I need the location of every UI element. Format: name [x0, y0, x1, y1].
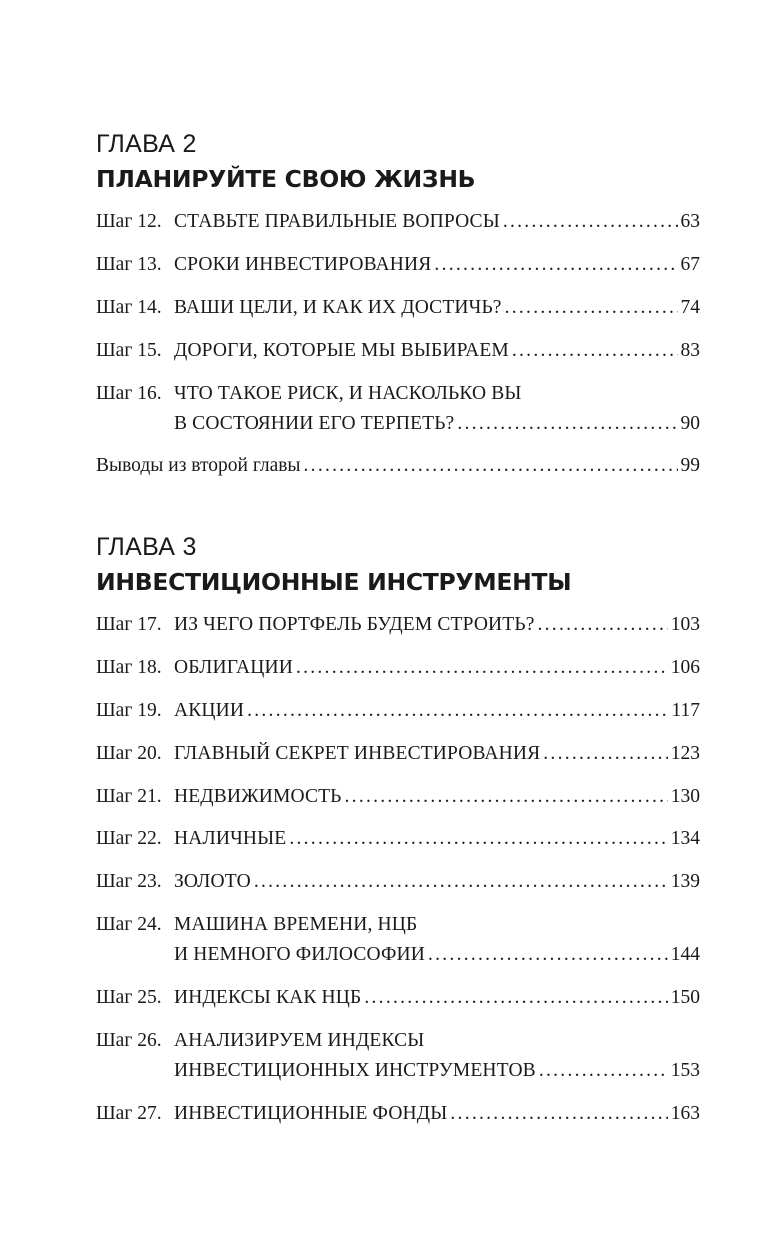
entry-title: НЕДВИЖИМОСТЬ [174, 785, 342, 807]
entry-title-line [174, 336, 700, 366]
entry-title-line [174, 739, 700, 769]
dot-leader [296, 653, 668, 683]
chapter-title: ПЛАНИРУЙТЕ СВОЮ ЖИЗНЬ [96, 165, 476, 193]
step-number: Шаг 16. [96, 382, 162, 404]
entry-title-block [174, 824, 700, 854]
dot-leader [503, 207, 678, 237]
dot-leader [457, 409, 677, 439]
entry-title-line [174, 983, 700, 1013]
entry-title-block [174, 610, 700, 640]
summary-title: Выводы из второй главы [96, 455, 301, 477]
entry-title: В СОСТОЯНИИ ЕГО ТЕРПЕТЬ? [174, 412, 455, 434]
entry-title: МАШИНА ВРЕМЕНИ, НЦБ [174, 914, 418, 936]
toc-entry[interactable] [96, 867, 700, 897]
dot-leader [364, 983, 667, 1013]
entry-title: АНАЛИЗИРУЕМ ИНДЕКСЫ [174, 1030, 425, 1052]
entry-title-block [174, 910, 700, 970]
dot-leader [247, 696, 668, 726]
entry-title-line [174, 867, 700, 897]
step-number: Шаг 12. [96, 211, 162, 232]
step-number: Шаг 26. [96, 1030, 162, 1052]
entry-title-line [174, 207, 700, 237]
entry-title-line [174, 653, 700, 683]
entry-title-block [174, 293, 700, 323]
page-number: 150 [670, 987, 700, 1009]
entry-title: ИНВЕСТИЦИОННЫХ ИНСТРУМЕНТОВ [174, 1060, 536, 1082]
entry-title: И НЕМНОГО ФИЛОСОФИИ [174, 944, 425, 966]
entry-title-block [174, 336, 700, 366]
step-number: Шаг 15. [96, 339, 162, 361]
dot-leader [539, 1056, 668, 1086]
page-number: 63 [680, 211, 700, 232]
step-number: Шаг 19. [96, 699, 162, 721]
dot-leader [428, 940, 668, 970]
entry-title-block [174, 1026, 700, 1086]
entry-title-line [174, 610, 700, 640]
toc-entry[interactable] [96, 782, 700, 812]
entry-title-line [174, 940, 700, 970]
entry-title-block [174, 983, 700, 1013]
entry-title-line [174, 824, 700, 854]
entry-title: ОБЛИГАЦИИ [174, 656, 293, 678]
step-number: Шаг 23. [96, 871, 162, 893]
entry-title: СТАВЬТЕ ПРАВИЛЬНЫЕ ВОПРОСЫ [174, 211, 500, 232]
step-number: Шаг 25. [96, 987, 162, 1009]
toc-entry[interactable] [96, 910, 700, 970]
entry-title-line [174, 1056, 700, 1086]
dot-leader [543, 739, 667, 769]
chapter-title: ИНВЕСТИЦИОННЫЕ ИНСТРУМЕНТЫ [96, 568, 572, 596]
page-number: 139 [670, 871, 700, 893]
step-number: Шаг 27. [96, 1102, 162, 1124]
page-number: 163 [670, 1102, 700, 1124]
chapter-label: ГЛАВА 2 [96, 130, 197, 158]
toc-entry[interactable] [96, 610, 700, 640]
entry-title: ДОРОГИ, КОТОРЫЕ МЫ ВЫБИРАЕМ [174, 339, 509, 361]
entry-title-line [174, 379, 700, 409]
entry-title: ГЛАВНЫЙ СЕКРЕТ ИНВЕСТИРОВАНИЯ [174, 742, 541, 764]
entry-title-line [174, 250, 700, 280]
entry-title: ИНВЕСТИЦИОННЫЕ ФОНДЫ [174, 1102, 448, 1124]
page-number: 130 [670, 785, 700, 807]
entry-title-line [174, 696, 700, 726]
entry-title-block [174, 782, 700, 812]
page-number: 67 [680, 253, 700, 275]
dot-leader [512, 336, 678, 366]
dot-leader [345, 782, 668, 812]
dot-leader [538, 610, 668, 640]
entry-title-block [174, 653, 700, 683]
entry-title-block [174, 696, 700, 726]
step-number: Шаг 13. [96, 253, 162, 275]
page-number: 106 [670, 656, 700, 678]
entry-title-block [174, 867, 700, 897]
toc-entry[interactable] [96, 207, 700, 237]
dot-leader [304, 451, 678, 481]
page-number: 123 [670, 742, 700, 764]
entry-title-line [174, 409, 700, 439]
step-number: Шаг 20. [96, 742, 162, 764]
page-number: 117 [671, 699, 700, 721]
toc-entry[interactable] [96, 653, 700, 683]
page-number: 103 [670, 614, 700, 635]
step-number: Шаг 18. [96, 656, 162, 678]
dot-leader [289, 824, 667, 854]
toc-entry-list [96, 207, 700, 439]
dot-leader [450, 1099, 667, 1129]
entry-title-block [174, 250, 700, 280]
page-number: 90 [680, 412, 700, 434]
toc-entry[interactable] [96, 293, 700, 323]
entry-title: ИНДЕКСЫ КАК НЦБ [174, 987, 362, 1009]
page-number: 74 [680, 296, 700, 318]
chapter-2-section [96, 127, 700, 494]
page-number: 144 [670, 944, 700, 966]
entry-title: СРОКИ ИНВЕСТИРОВАНИЯ [174, 253, 432, 275]
page-number: 83 [680, 339, 700, 361]
entry-title: НАЛИЧНЫЕ [174, 828, 287, 850]
toc-entry[interactable] [96, 379, 700, 439]
entry-title-block [174, 379, 700, 439]
toc-entry-list [96, 610, 700, 1129]
toc-entry[interactable] [96, 739, 700, 769]
toc-entry[interactable] [96, 250, 700, 280]
step-number: Шаг 17. [96, 614, 162, 635]
page-number: 99 [680, 455, 700, 477]
chapter-label: ГЛАВА 3 [96, 533, 197, 561]
entry-title-block [174, 739, 700, 769]
page-number: 153 [670, 1060, 700, 1082]
toc-entry[interactable] [96, 1026, 700, 1086]
step-number: Шаг 22. [96, 828, 162, 850]
entry-title-line [174, 1026, 700, 1056]
toc-summary-entry[interactable] [96, 451, 700, 481]
step-number: Шаг 24. [96, 914, 162, 936]
dot-leader [434, 250, 677, 280]
entry-title: ВАШИ ЦЕЛИ, И КАК ИХ ДОСТИЧЬ? [174, 296, 502, 318]
step-number: Шаг 21. [96, 785, 162, 807]
entry-title: ЧТО ТАКОЕ РИСК, И НАСКОЛЬКО ВЫ [174, 382, 522, 404]
entry-title: АКЦИИ [174, 699, 245, 721]
toc-entry[interactable] [96, 1099, 700, 1129]
entry-title-line [174, 1099, 700, 1129]
entry-title-line [174, 293, 700, 323]
dot-leader [254, 867, 668, 897]
entry-title-block [174, 1099, 700, 1129]
step-number: Шаг 14. [96, 296, 162, 318]
entry-title: ИЗ ЧЕГО ПОРТФЕЛЬ БУДЕМ СТРОИТЬ? [174, 614, 535, 635]
dot-leader [505, 293, 678, 323]
toc-entry[interactable] [96, 983, 700, 1013]
toc-entry[interactable] [96, 696, 700, 726]
entry-title-block [174, 207, 700, 237]
page-number: 134 [670, 828, 700, 850]
chapter-3-section [96, 530, 700, 1142]
entry-title: ЗОЛОТО [174, 871, 251, 893]
entry-title-line [174, 782, 700, 812]
entry-title-line [174, 910, 700, 940]
toc-entry[interactable] [96, 336, 700, 366]
toc-entry[interactable] [96, 824, 700, 854]
